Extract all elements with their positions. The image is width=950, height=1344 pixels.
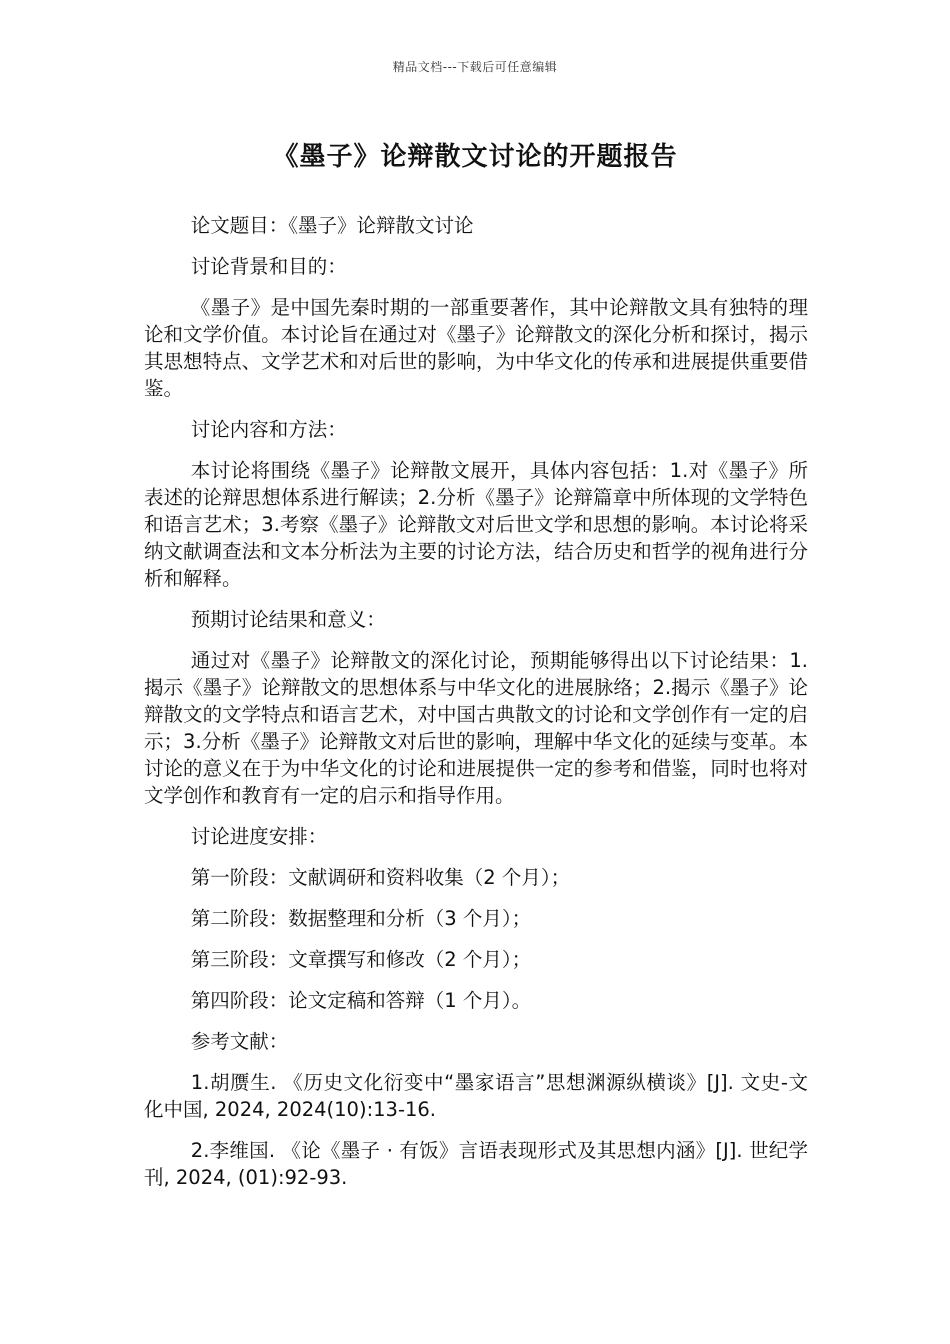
expected-results-paragraph: 通过对《墨子》论辩散文的深化讨论，预期能够得出以下讨论结果：1.揭示《墨子》论辩散文的思想体系与中华文化的进展脉络；2.揭示《墨子》论辩散文的文学特点和语言艺术，对中国古典散文的讨论和文学创作有一定的启示；3.分析《墨子》论辩散文对后世的影响，理解中华文化的延续与变革。本讨论的意义在于为中华文化的讨论和进展提供一定的参考和借鉴，同时也将对文学创作和教育有一定的启示和指导作用。: [144, 649, 808, 807]
schedule-stage-2: 第二阶段：数据整理和分析（3 个月）；: [190, 907, 532, 930]
section-heading-expected-results: 预期讨论结果和意义：: [190, 608, 386, 631]
document-body: [144, 212, 808, 1205]
section-heading-content-method: 讨论内容和方法：: [190, 418, 347, 441]
section-heading-background: 讨论背景和目的：: [190, 255, 347, 278]
document-title: 《墨子》论辩散文讨论的开题报告: [272, 142, 678, 172]
schedule-stage-3: 第三阶段：文章撰写和修改（2 个月）；: [190, 948, 532, 971]
section-heading-schedule: 讨论进度安排：: [190, 825, 328, 848]
thesis-topic-line: 论文题目：《墨子》论辩散文讨论: [190, 214, 474, 237]
reference-item-2: 2.李维国. 《论《墨子 · 有饭》言语表现形式及其思想内涵》[J]. 世纪学刊, 2024, (01):92-93.: [144, 1139, 808, 1189]
reference-item-1: 1.胡赝生. 《历史文化衍变中“墨家语言”思想渊源纵横谈》[J]. 文史-文化中国, 2024, 2024(10):13-16.: [144, 1071, 808, 1121]
content-method-paragraph: 本讨论将围绕《墨子》论辩散文展开，具体内容包括：1.对《墨子》所表述的论辩思想体系进行解读；2.分析《墨子》论辩篇章中所体现的文学特色和语言艺术；3.考察《墨子》论辩散文对后世文学和思想的影响。本讨论将采纳文献调查法和文本分析法为主要的讨论方法，结合历史和哲学的视角进行分析和解释。: [144, 459, 808, 590]
schedule-stage-1: 第一阶段：文献调研和资料收集（2 个月）；: [190, 866, 571, 889]
background-paragraph: 《墨子》是中国先秦时期的一部重要著作，其中论辩散文具有独特的理论和文学价值。本讨论旨在通过对《墨子》论辩散文的深化分析和探讨，揭示其思想特点、文学艺术和对后世的影响，为中华文化的传承和进展提供重要借鉴。: [144, 296, 808, 400]
page-header-note: 精品文档---下载后可任意编辑: [392, 60, 558, 74]
schedule-stage-4: 第四阶段：论文定稿和答辩（1 个月）。: [190, 989, 532, 1012]
section-heading-references: 参考文献：: [190, 1030, 289, 1053]
